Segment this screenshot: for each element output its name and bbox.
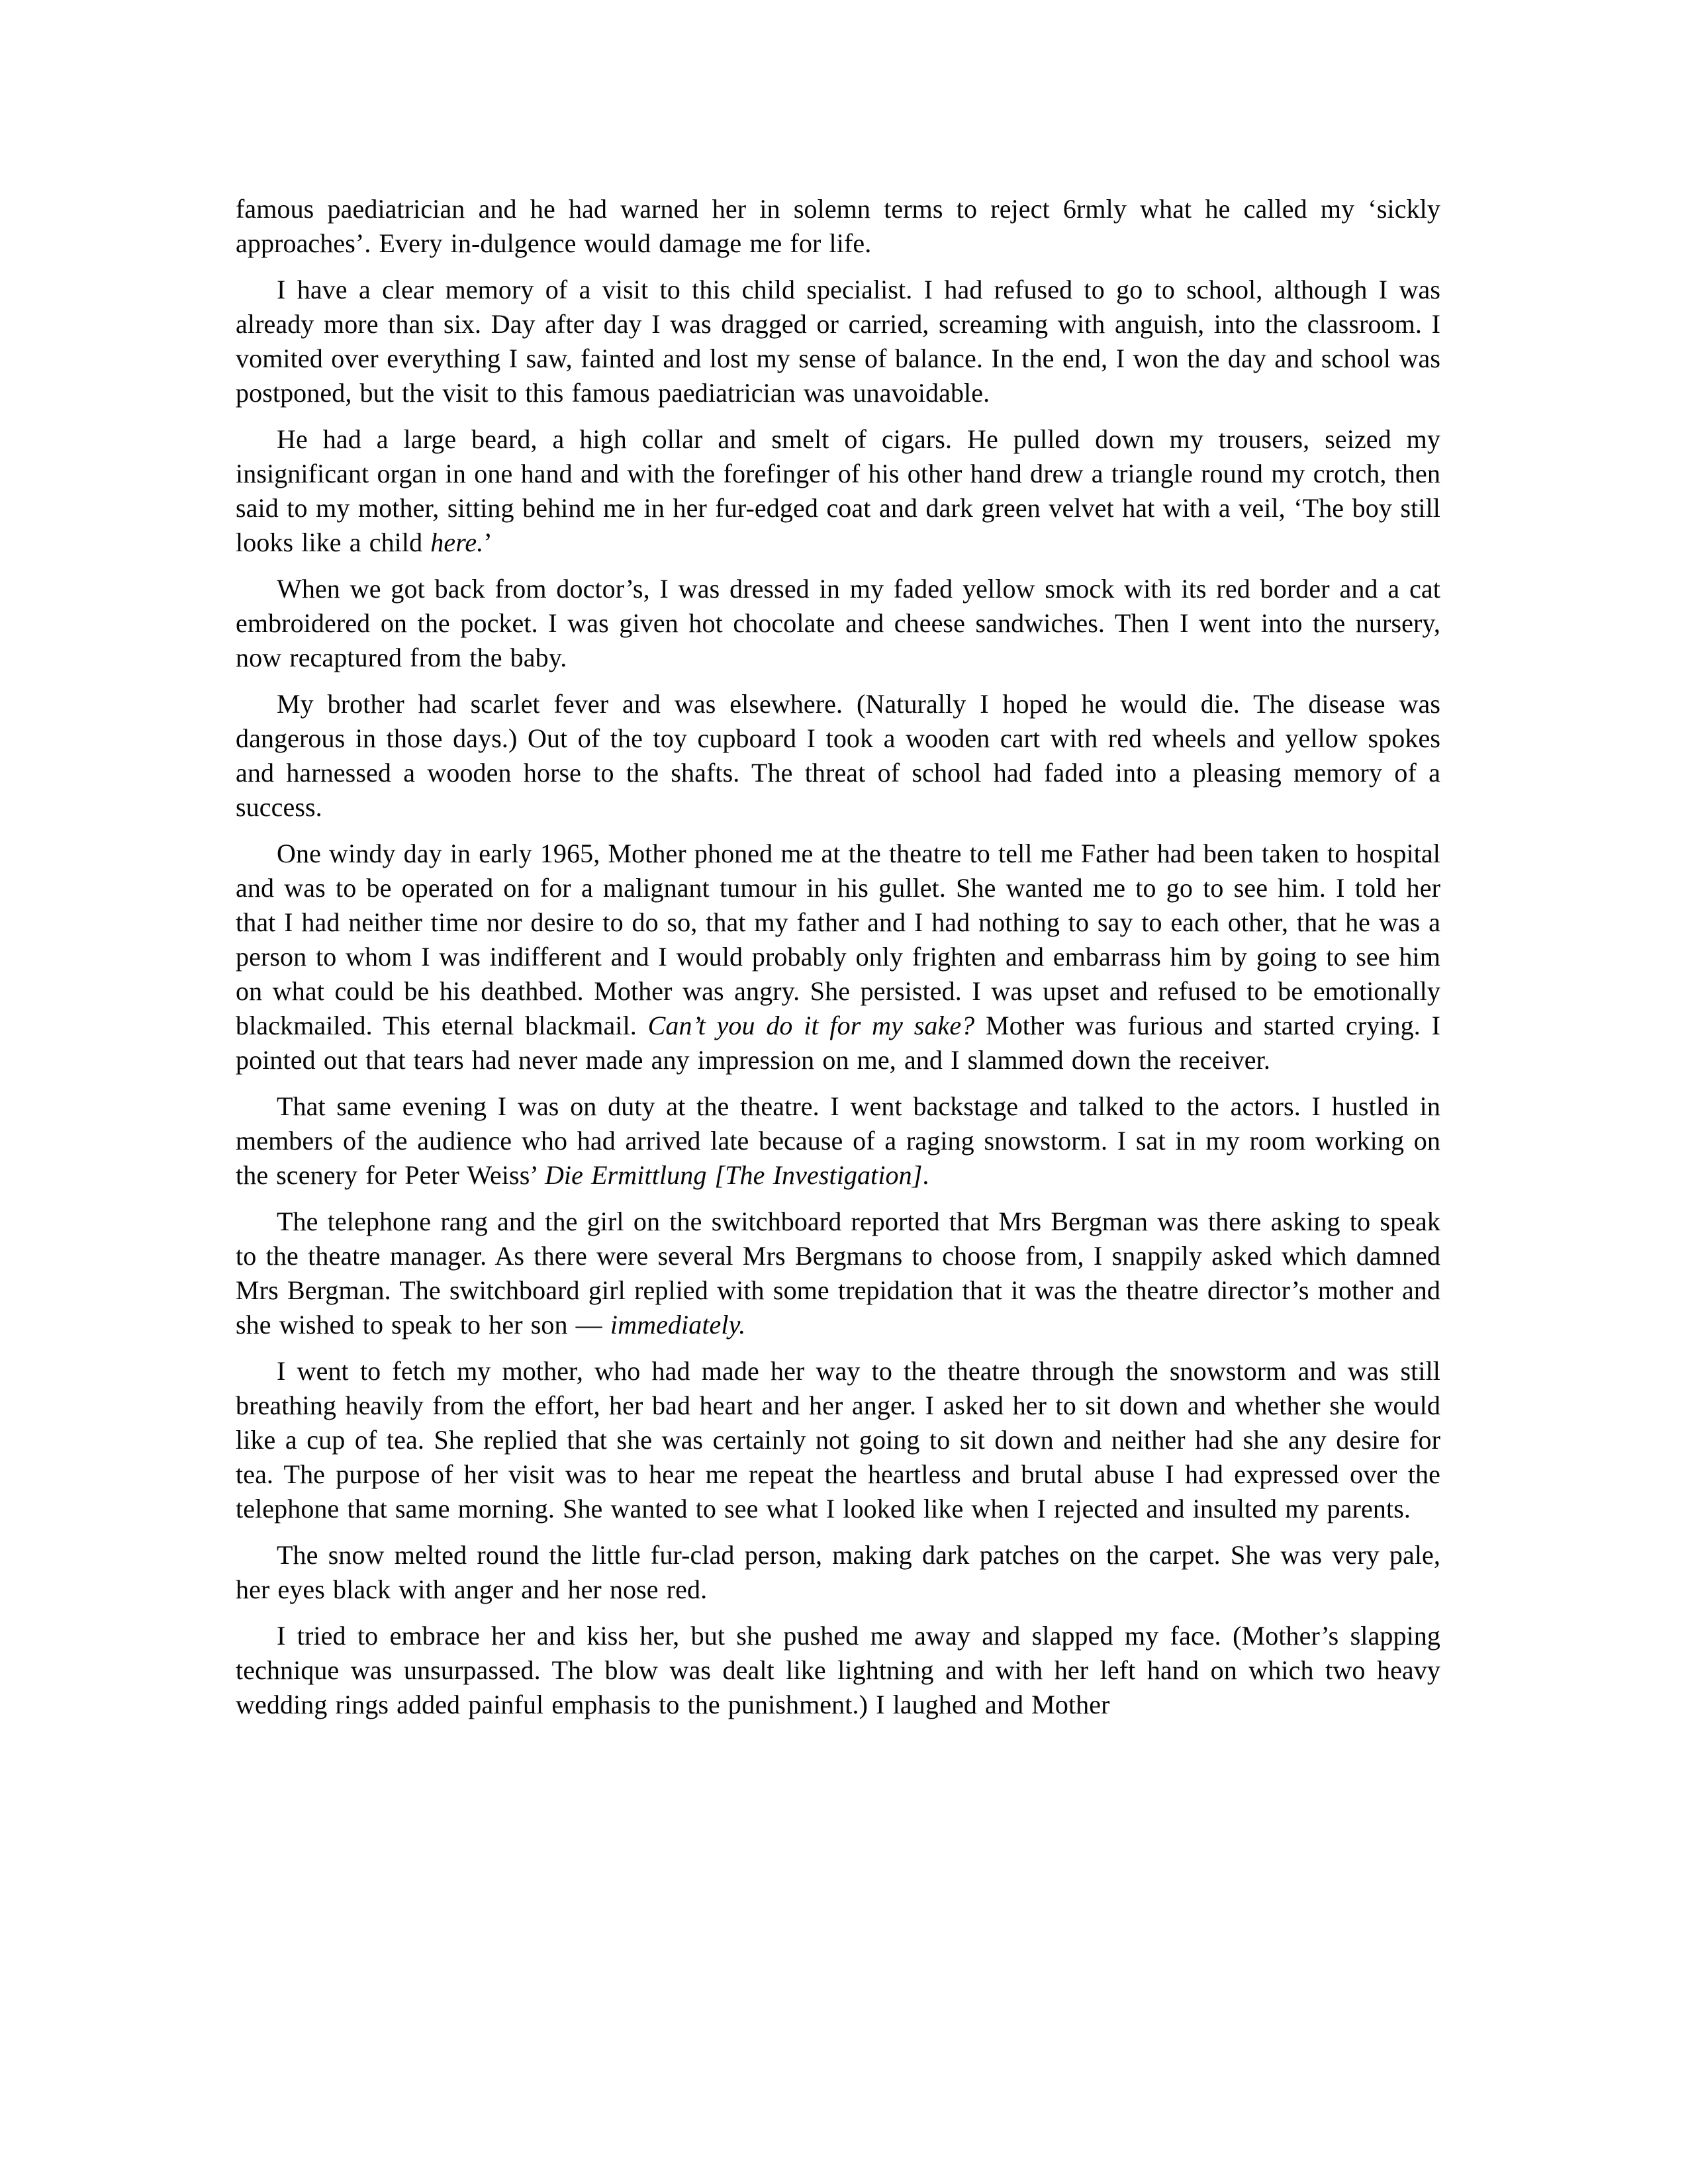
paragraph [236, 192, 1440, 261]
paragraph [236, 1205, 1440, 1342]
text-segment: famous paediatrician and he had warned her in solemn terms to reject 6rmly what he called my ‘sickly approaches’. Every in-dulgence would damage me for life. [236, 194, 1440, 258]
text-segment: . [922, 1160, 929, 1190]
text-segment: He had a large beard, a high collar and smelt of cigars. He pulled down my trousers, seized my insignificant organ in one hand and with the forefinger of his other hand drew a triangle round my crotch, then said to my mother, sitting behind me in her fur-edged coat and dark green velvet hat with a veil, ‘The boy still looks like a child [236, 424, 1440, 557]
italic-text-segment: here. [430, 527, 484, 557]
page-text [236, 192, 1440, 1722]
italic-text-segment: immediately. [610, 1310, 746, 1340]
paragraph [236, 1538, 1440, 1607]
text-segment: I went to fetch my mother, who had made her way to the theatre through the snowstorm and was still breathing heavily from the effort, her bad heart and her anger. I asked her to sit down and whether she would like a cup of tea. She replied that she was certainly not going to sit down and neither had she any desire for tea. The purpose of her visit was to hear me repeat the heartless and brutal abuse I had expressed over the telephone that same morning. She wanted to see what I looked like when I rejected and insulted my parents. [236, 1356, 1440, 1524]
text-segment: ’ [483, 527, 492, 557]
text-segment: The telephone rang and the girl on the switchboard reported that Mrs Bergman was there asking to speak to the theatre manager. As there were several Mrs Bergmans to choose from, I snappily asked which damned Mrs Bergman. The switchboard girl replied with some trepidation that it was the theatre director’s mother and she wished to speak to her son — [236, 1206, 1440, 1340]
paragraph [236, 1089, 1440, 1193]
paragraph [236, 1619, 1440, 1722]
italic-text-segment: Die Ermittlung [The Investigation] [544, 1160, 923, 1190]
paragraph [236, 837, 1440, 1077]
paragraph [236, 687, 1440, 825]
text-segment: When we got back from doctor’s, I was dressed in my faded yellow smock with its red border and a cat embroidered on the pocket. I was given hot chocolate and cheese sandwiches. Then I went into the nursery, now recaptured from the baby. [236, 574, 1440, 672]
text-segment: I have a clear memory of a visit to this child specialist. I had refused to go to school, although I was already more than six. Day after day I was dragged or carried, screaming with anguish, into the classroom. I vomited over everything I saw, fainted and lost my sense of balance. In the end, I won the day and school was postponed, but the visit to this famous paediatrician was unavoidable. [236, 275, 1440, 408]
text-segment: Mother was furious and started crying. I pointed out that tears had never made any impression on me, and I slammed down the receiver. [236, 1011, 1440, 1075]
text-segment: That same evening I was on duty at the theatre. I went backstage and talked to the actors. I hustled in members of the audience who had arrived late because of a raging snowstorm. I sat in my room working on the scenery for Peter Weiss’ [236, 1091, 1440, 1190]
paragraph [236, 572, 1440, 675]
paragraph [236, 422, 1440, 560]
text-segment: My brother had scarlet fever and was elsewhere. (Naturally I hoped he would die. The disease was dangerous in those days.) Out of the toy cupboard I took a wooden cart with red wheels and yellow spokes and harnessed a wooden horse to the shafts. The threat of school had faded into a pleasing memory of a success. [236, 689, 1440, 822]
text-segment: One windy day in early 1965, Mother phoned me at the theatre to tell me Father had been taken to hospital and was to be operated on for a malignant tumour in his gullet. She wanted me to go to see him. I told her that I had neither time nor desire to do so, that my father and I had nothing to say to each other, that he was a person to whom I was indifferent and I would probably only frighten and embarrass him by going to see him on what could be his deathbed. Mother was angry. She persisted. I was upset and refused to be emotionally blackmailed. This eternal blackmail. [236, 839, 1440, 1040]
text-segment: I tried to embrace her and kiss her, but she pushed me away and slapped my face. (Mother’s slapping technique was unsurpassed. The blow was dealt like lightning and with her left hand on which two heavy wedding rings added painful emphasis to the punishment.) I laughed and Mother [236, 1621, 1440, 1719]
paragraph [236, 273, 1440, 410]
italic-text-segment: Can’t you do it for my sake? [647, 1011, 975, 1040]
text-segment: The snow melted round the little fur-clad person, making dark patches on the carpet. She was very pale, her eyes black with anger and her nose red. [236, 1540, 1440, 1604]
paragraph [236, 1354, 1440, 1526]
